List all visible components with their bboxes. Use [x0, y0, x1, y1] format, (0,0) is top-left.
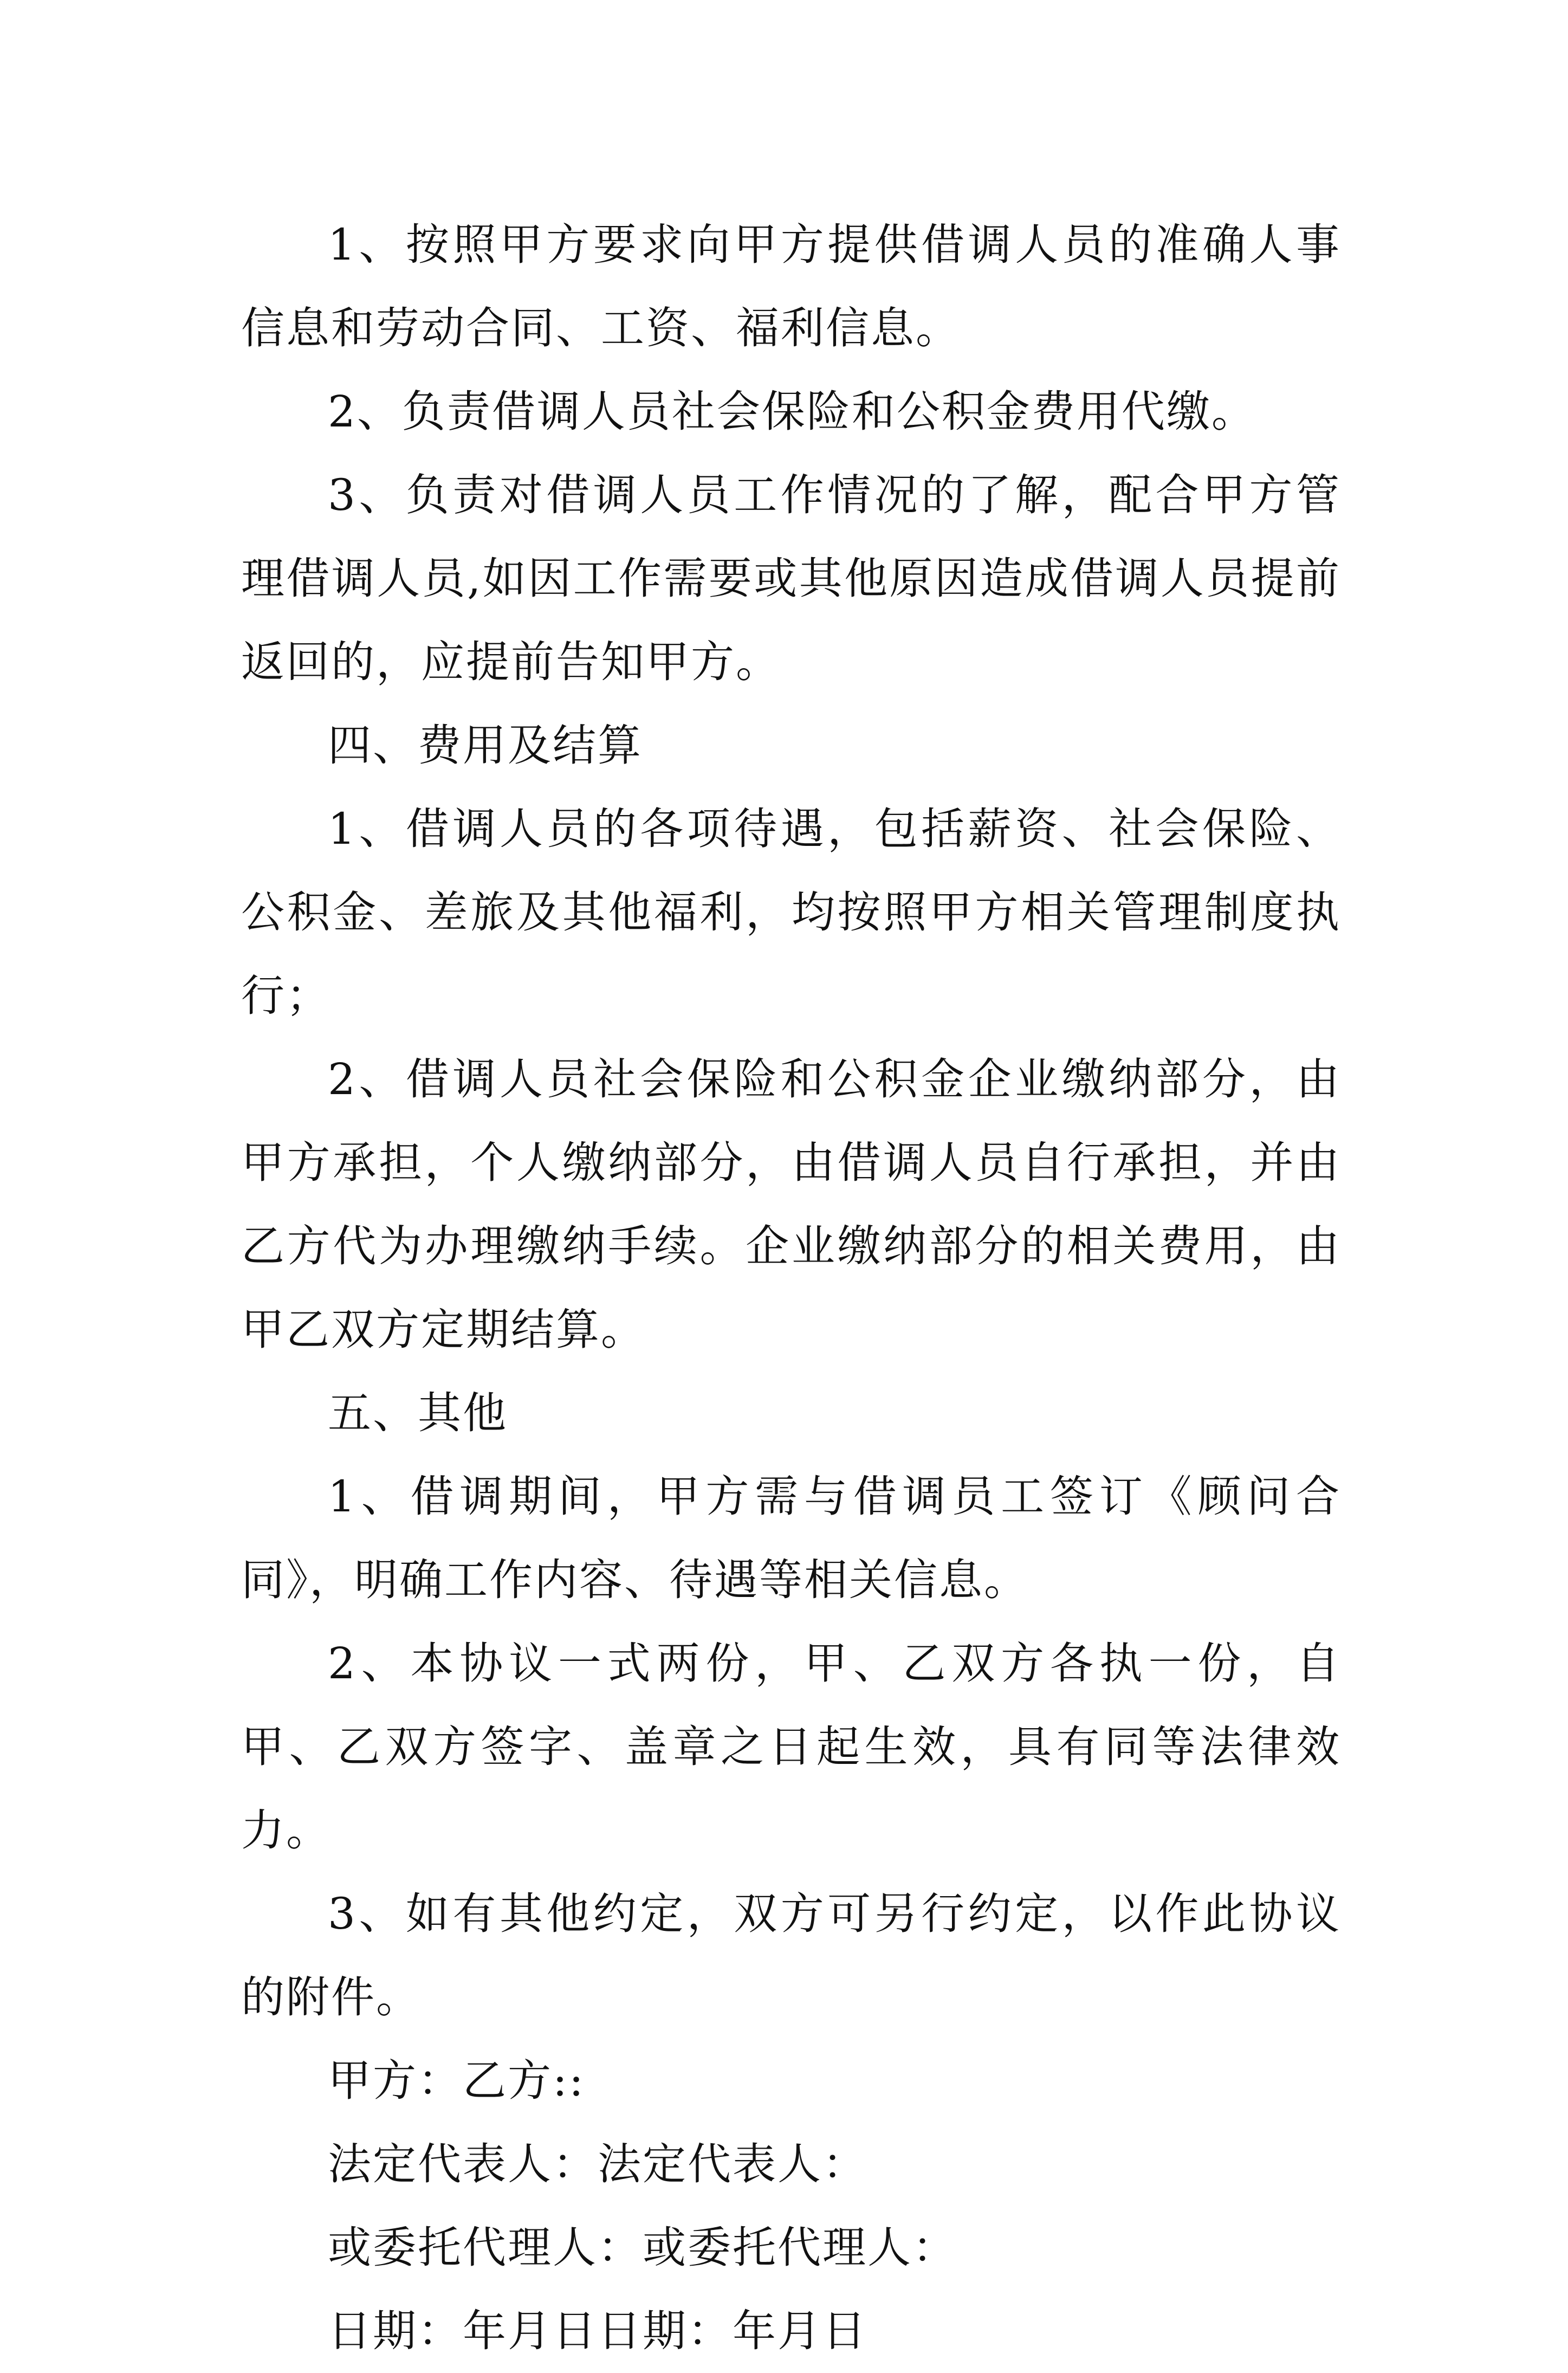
- document-body: [241, 203, 1341, 2373]
- paragraph-provide-info: 1、按照甲方要求向甲方提供借调人员的准确人事信息和劳动合同、工资、福利信息。: [241, 219, 1341, 353]
- signature-legal-rep: 法定代表人：法定代表人：: [328, 2139, 867, 2189]
- section-heading-fees: 四、费用及结算: [328, 720, 643, 771]
- paragraph-work-oversight: 3、负责对借调人员工作情况的了解，配合甲方管理借调人员,如因工作需要或其他原因造成借调人员提前返回的，应提前告知甲方。: [241, 470, 1341, 687]
- paragraph-social-insurance: 2、负责借调人员社会保险和公积金费用代缴。: [328, 386, 1256, 437]
- signature-agent: 或委托代理人：或委托代理人：: [328, 2222, 957, 2273]
- paragraph-consultant-contract: 1、借调期间，甲方需与借调员工签订《顾问合同》，明确工作内容、待遇等相关信息。: [241, 1471, 1341, 1605]
- signature-date: 日期：年月日日期：年月日: [328, 2306, 867, 2356]
- paragraph-copies: 2、本协议一式两份，甲、乙双方各执一份，自甲、乙双方签字、盖章之日起生效，具有同等法律效力。: [241, 1638, 1341, 1855]
- paragraph-benefits: 1、借调人员的各项待遇，包括薪资、社会保险、公积金、差旅及其他福利，均按照甲方相关管理制度执行；: [241, 804, 1341, 1021]
- paragraph-payment-split: 2、借调人员社会保险和公积金企业缴纳部分，由甲方承担，个人缴纳部分，由借调人员自行承担，并由乙方代为办理缴纳手续。企业缴纳部分的相关费用，由甲乙双方定期结算。: [241, 1054, 1341, 1355]
- section-heading-other: 五、其他: [328, 1388, 508, 1438]
- paragraph-other-agreements: 3、如有其他约定，双方可另行约定，以作此协议的附件。: [241, 1889, 1341, 2022]
- signature-parties: 甲方：乙方::: [328, 2055, 585, 2106]
